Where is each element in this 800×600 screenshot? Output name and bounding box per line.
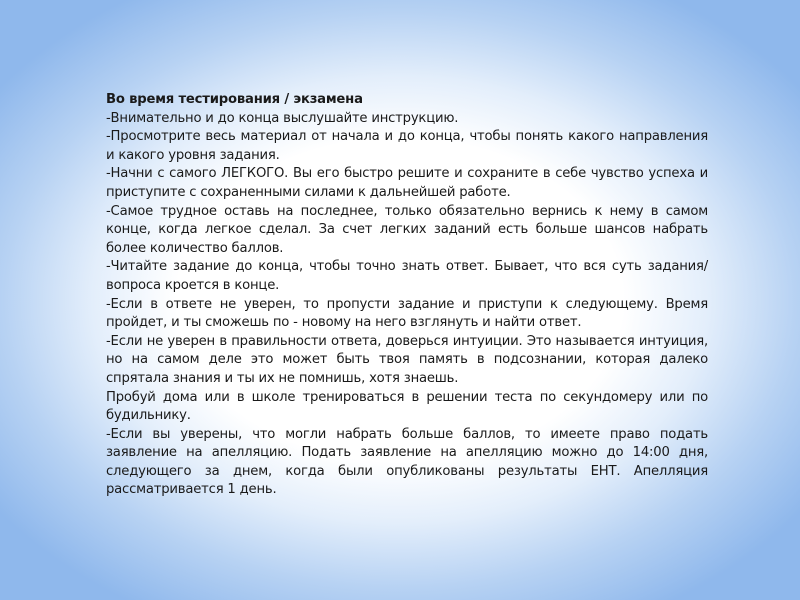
paragraph-skip-unsure: -Если в ответе не уверен, то пропусти задание и приступи к следующему. Время пройдет, и ты сможешь по - новому на него взглянуть и найти ответ.	[106, 296, 708, 331]
paragraph-instruction: -Внимательно и до конца выслушайте инструкцию.	[106, 110, 459, 126]
paragraph-easy-first: -Начни с самого ЛЕГКОГО. Вы его быстро решите и сохраните в себе чувство успеха и приступите с сохраненными силами к дальнейшей работе.	[106, 166, 708, 200]
text-block	[106, 91, 708, 500]
paragraph-practice: Пробуй дома или в школе тренироваться в решении теста по секундомеру или по будильнику.	[106, 389, 708, 424]
paragraph-review: -Просмотрите весь материал от начала и до конца, чтобы понять какого направления и какого уровня задания.	[106, 129, 708, 163]
paragraph-hard-last: -Самое трудное оставь на последнее, только обязательно вернись к нему в самом конце, когда легкое сделал. За счет легких заданий есть больше шансов набрать более количество баллов.	[106, 203, 708, 256]
paragraph-appeal: -Если вы уверены, что могли набрать больше баллов, то имеете право подать заявление на апелляцию. Подать заявление на апелляцию можно до 14:00 дня, следующего за днем, когда были опубликованы результаты ЕНТ. Апелляция рассматривается 1 день.	[106, 426, 708, 498]
slide-title: Во время тестирования / экзамена	[106, 92, 363, 107]
paragraph-intuition: -Если не уверен в правильности ответа, доверься интуиции. Это называется интуиция, но на самом деле это может быть твоя память в подсознании, которая далеко спрятала знания и ты их не помнишь, хотя знаешь.	[106, 333, 708, 386]
paragraph-read-to-end: -Читайте задание до конца, чтобы точно знать ответ. Бывает, что вся суть задания/вопроса кроется в конце.	[106, 259, 708, 293]
